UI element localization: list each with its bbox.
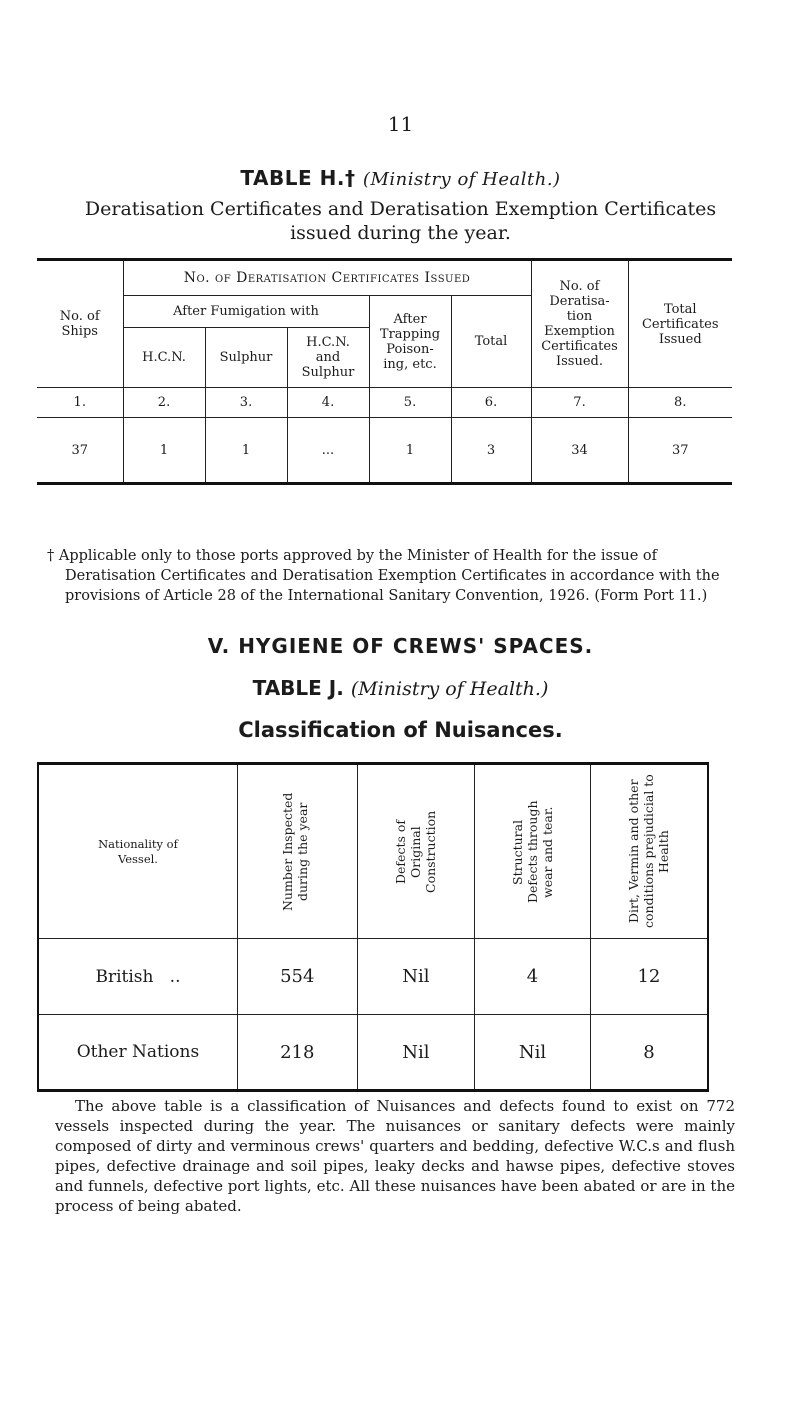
header-no-of-ships: No. of Ships: [37, 260, 123, 388]
table-cell: Nil: [475, 1015, 591, 1091]
nuisances-table: [37, 762, 709, 1092]
table-cell: 218: [237, 1015, 357, 1091]
table-cell: ...: [287, 418, 369, 484]
header-nationality: Nationality of Vessel.: [38, 764, 237, 939]
table-cell: Nil: [357, 939, 475, 1015]
table-j-title: [0, 676, 801, 700]
header-number-inspected: Number Inspected during the year: [237, 764, 357, 939]
column-number: 5.: [369, 388, 451, 418]
table-cell: 554: [237, 939, 357, 1015]
header-original-construction: Defects of Original Construction: [357, 764, 475, 939]
header-sulphur: Sulphur: [205, 328, 287, 388]
footnote-text: † Applicable only to those ports approved by the Minister of Health for the issue of Deratisation Certificates and Deratisation Exemption Certificates in accordance with the provisions of Article 28 of the International Sanitary Convention, 1926. (Form Port 11.): [47, 548, 720, 604]
table-h-ministry: (Ministry of Health.): [362, 169, 561, 190]
table-cell: 1: [123, 418, 205, 484]
header-after-fumigation: After Fumigation with: [123, 296, 369, 328]
header-structural-defects: Structural Defects through wear and tear.: [475, 764, 591, 939]
table-j-subtitle: Classification of Nuisances.: [238, 718, 563, 742]
header-after-trapping: After Trapping Poison-ing, etc.: [369, 296, 451, 388]
table-cell: 1: [205, 418, 287, 484]
table-cell: Nil: [357, 1015, 475, 1091]
deratisation-table: [37, 258, 732, 485]
footnote: [37, 546, 737, 606]
column-number: 8.: [628, 388, 732, 418]
page-number: 11: [387, 112, 414, 136]
header-total-certificates: Total Certificates Issued: [628, 260, 732, 388]
column-number: 1.: [37, 388, 123, 418]
column-number: 6.: [451, 388, 531, 418]
table-row-nationality: British ..: [38, 939, 237, 1015]
table-j-label: TABLE J.: [252, 676, 344, 700]
table-cell: 12: [590, 939, 708, 1015]
table-cell: 37: [37, 418, 123, 484]
column-number: 4.: [287, 388, 369, 418]
table-h-label: TABLE H.†: [240, 166, 356, 190]
table-cell: 1: [369, 418, 451, 484]
table-cell: 8: [590, 1015, 708, 1091]
table-row-nationality: Other Nations: [38, 1015, 237, 1091]
header-hcn: H.C.N.: [123, 328, 205, 388]
table-h-subtitle-line2: issued during the year.: [290, 222, 511, 244]
column-number: 2.: [123, 388, 205, 418]
header-dirt-vermin: Dirt, Vermin and other conditions prejudicial to Health: [590, 764, 708, 939]
body-paragraph: The above table is a classification of Nuisances and defects found to exist on 772 vessels inspected during the year. The nuisances or sanitary defects were mainly composed of dirty and verminous crews' quarters and bedding, defective W.C.s and flush pipes, defective drainage and soil pipes, leaky decks and hawse pipes, defective stoves and funnels, defective port lights, etc. All these nuisances have been abated or are in the process of being abated.: [55, 1097, 735, 1215]
table-h-subtitle-line1: Deratisation Certificates and Deratisation Exemption Certificates: [84, 198, 717, 220]
table-h-title: [0, 166, 801, 190]
table-cell: 34: [531, 418, 628, 484]
section-heading: V. HYGIENE OF CREWS' SPACES.: [207, 634, 594, 658]
column-number: 7.: [531, 388, 628, 418]
header-total: Total: [451, 296, 531, 388]
header-hcn-and-sulphur: H.C.N. and Sulphur: [287, 328, 369, 388]
table-cell: 37: [628, 418, 732, 484]
table-j-ministry: (Ministry of Health.): [350, 678, 549, 700]
table-cell: 4: [475, 939, 591, 1015]
column-number: 3.: [205, 388, 287, 418]
header-exemption: No. of Deratisa-tion Exemption Certificates Issued.: [531, 260, 628, 388]
header-deratisation-issued: No. of Deratisation Certificates Issued: [123, 260, 531, 296]
table-cell: 3: [451, 418, 531, 484]
